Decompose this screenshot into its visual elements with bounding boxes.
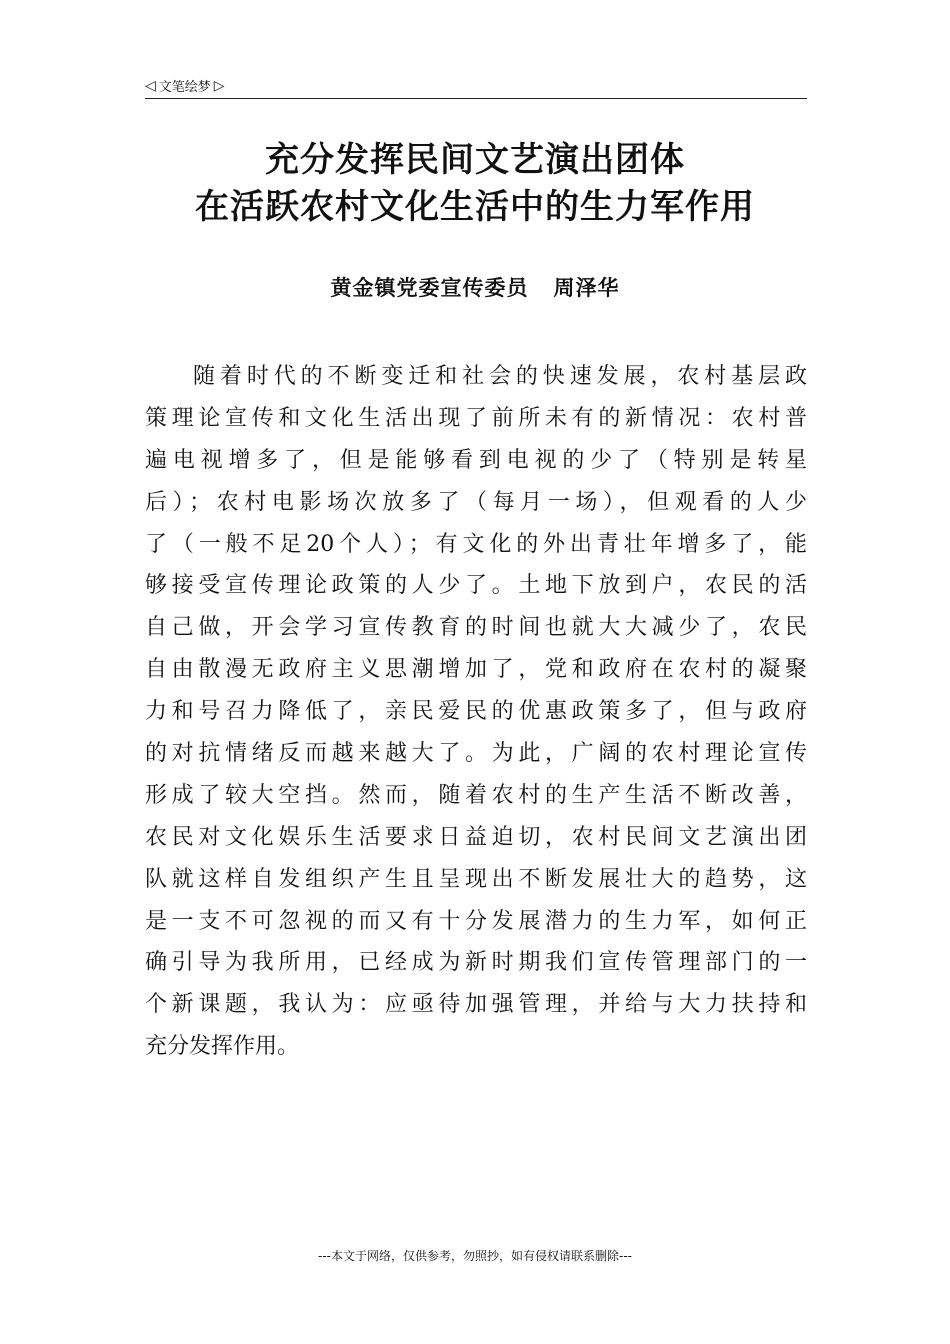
body-line: 充分发挥作用。 — [145, 1034, 300, 1060]
body-paragraph — [145, 356, 807, 1068]
body-line: 力和号召力降低了，亲民爱民的优惠政策多了，但与政府 — [145, 699, 807, 725]
running-header — [145, 74, 807, 99]
left-triangle-icon: ◁ — [145, 77, 156, 94]
body-line: 队就这样自发组织产生且呈现出不断发展壮大的趋势，这 — [145, 866, 807, 892]
author-byline: 黄金镇党委宣传委员 周泽华 — [330, 275, 620, 300]
body-line: 遍电视增多了，但是能够看到电视的少了（特别是转星 — [145, 447, 807, 473]
body-line: 的对抗情绪反而越来越大了。为此，广阔的农村理论宣传 — [145, 741, 807, 767]
body-line: 农民对文化娱乐生活要求日益迫切，农村民间文艺演出团 — [145, 824, 807, 850]
body-line: 随着时代的不断变迁和社会的快速发展，农村基层政 — [193, 364, 807, 389]
brand-mark — [145, 76, 225, 95]
body-line: 自由散漫无政府主义思潮增加了，党和政府在农村的凝聚 — [145, 657, 807, 683]
body-line: 是一支不可忽视的而又有十分发展潜力的生力军，如何正 — [145, 908, 807, 934]
right-triangle-icon: ▷ — [213, 77, 225, 94]
body-line: 后）；农村电影场次放多了（每月一场），但观看的人少 — [145, 489, 807, 515]
footer-disclaimer: ---本文于网络，仅供参考，勿照抄，如有侵权请联系删除--- — [318, 1249, 632, 1263]
body-line: 形成了较大空挡。然而，随着农村的生产生活不断改善， — [145, 782, 807, 808]
body-line: 自己做，开会学习宣传教育的时间也就大大减少了，农民 — [145, 615, 807, 641]
body-line: 确引导为我所用，已经成为新时期我们宣传管理部门的一 — [145, 950, 807, 976]
brand-text: 文笔绘梦 — [158, 80, 211, 95]
body-line: 够接受宣传理论政策的人少了。土地下放到户，农民的活 — [145, 573, 807, 599]
title-line-2: 在活跃农村文化生活中的生力军作用 — [195, 187, 755, 227]
body-line: 了（一般不足20个人）；有文化的外出青壮年增多了，能 — [145, 531, 807, 557]
body-line: 个新课题，我认为：应亟待加强管理，并给与大力扶持和 — [145, 992, 807, 1018]
title-line-1: 充分发挥民间文艺演出团体 — [265, 140, 685, 180]
body-line: 策理论宣传和文化生活出现了前所未有的新情况：农村普 — [145, 405, 807, 431]
